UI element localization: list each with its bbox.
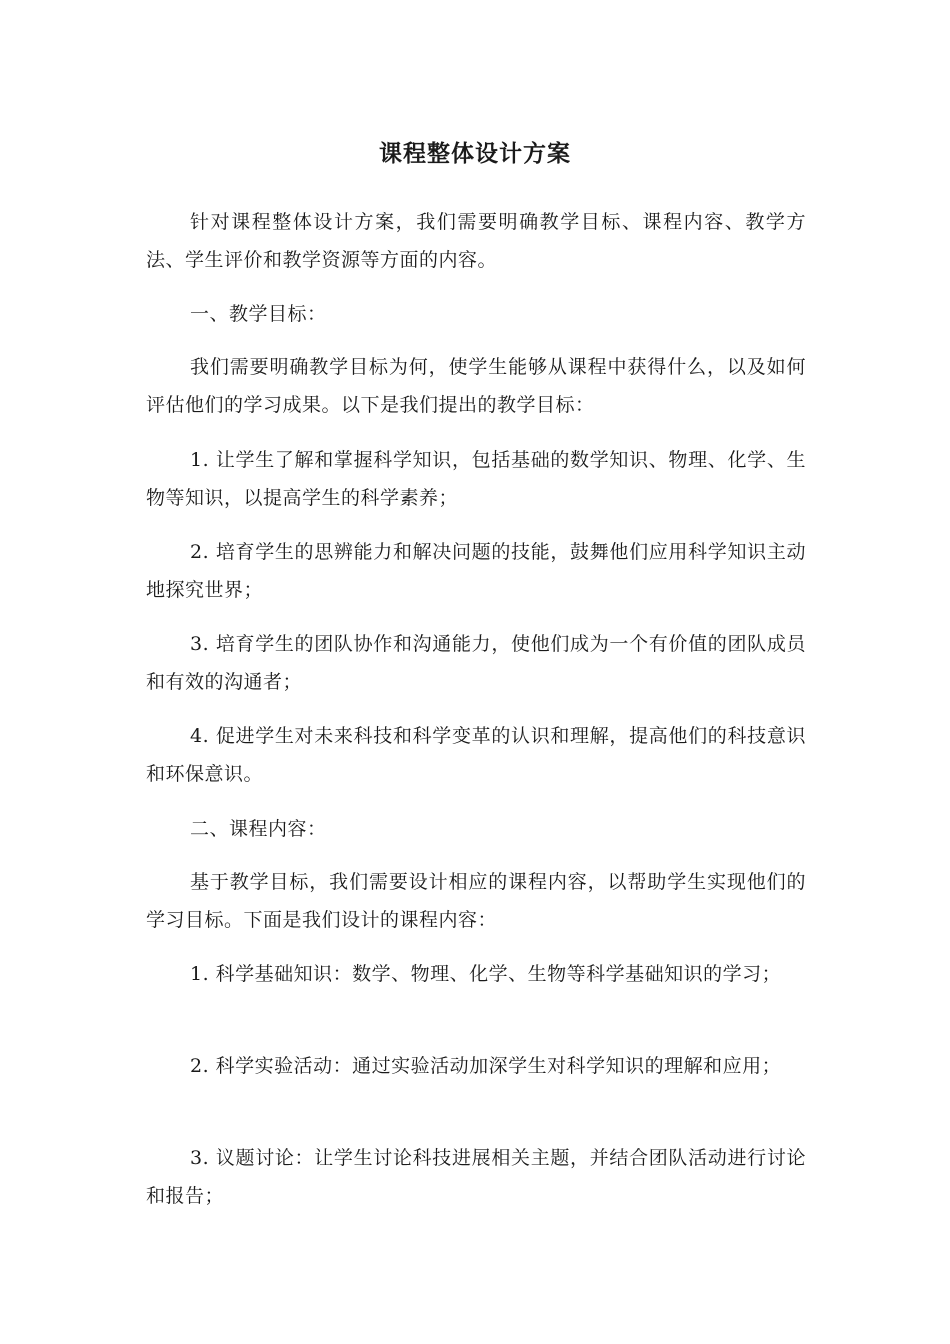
goal-item-1: 1. 让学生了解和掌握科学知识，包括基础的数学知识、物理、化学、生物等知识，以提高学生的科学素养； xyxy=(146,449,806,509)
course-content-paragraph: 基于教学目标，我们需要设计相应的课程内容，以帮助学生实现他们的学习目标。下面是我们设计的课程内容： xyxy=(146,871,806,931)
content-item-2: 2. 科学实验活动：通过实验活动加深学生对科学知识的理解和应用； xyxy=(190,1055,782,1077)
goal-item-3: 3. 培育学生的团队协作和沟通能力，使他们成为一个有价值的团队成员和有效的沟通者； xyxy=(146,633,806,693)
goal-item-2: 2. 培育学生的思辨能力和解决问题的技能，鼓舞他们应用科学知识主动地探究世界； xyxy=(146,541,806,601)
intro-paragraph: 针对课程整体设计方案，我们需要明确教学目标、课程内容、教学方法、学生评价和教学资源等方面的内容。 xyxy=(146,211,806,271)
document-title: 课程整体设计方案 xyxy=(379,141,571,167)
teaching-goals-paragraph: 我们需要明确教学目标为何，使学生能够从课程中获得什么，以及如何评估他们的学习成果。以下是我们提出的教学目标： xyxy=(146,356,806,416)
content-item-3: 3. 议题讨论：让学生讨论科技进展相关主题，并结合团队活动进行讨论和报告； xyxy=(146,1147,806,1207)
content-item-1: 1. 科学基础知识：数学、物理、化学、生物等科学基础知识的学习； xyxy=(190,963,782,985)
section-heading-teaching-goals: 一、教学目标： xyxy=(190,303,327,325)
section-heading-course-content: 二、课程内容： xyxy=(190,818,327,840)
goal-item-4: 4. 促进学生对未来科技和科学变革的认识和理解，提高他们的科技意识和环保意识。 xyxy=(146,725,806,785)
